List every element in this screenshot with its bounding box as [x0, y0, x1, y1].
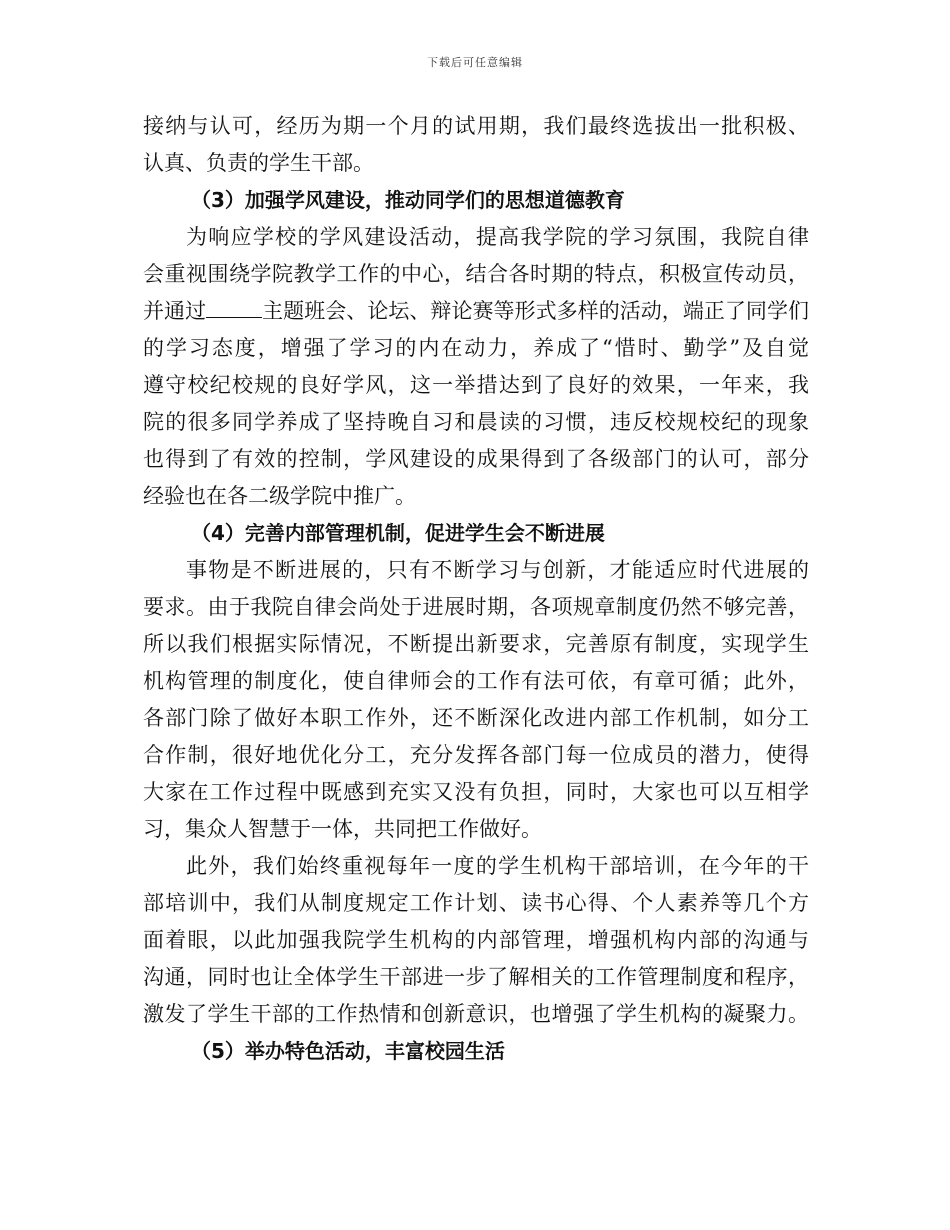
page-header: 下载后可任意编辑 [427, 56, 523, 69]
paragraph-line: 面着眼，以此加强我院学生机构的内部管理，增强机构内部的沟通与 [143, 928, 809, 952]
paragraph-line: 激发了学生干部的工作热情和创新意识，也增强了学生机构的凝聚力。 [143, 1002, 809, 1026]
paragraph-line: 的学习态度，增强了学习的内在动力，养成了“惜时、勤学”及自觉 [143, 336, 809, 360]
paragraph-line-end: 主题班会、论坛、辩论赛等形式多样的活动，端正了同学们 [262, 299, 810, 323]
paragraph-line: 经验也在各二级学院中推广。 [143, 484, 416, 508]
paragraph-line: 机构管理的制度化，使自律师会的工作有法可依，有章可循；此外， [143, 669, 809, 693]
section-heading-3: （3）加强学风建设，推动同学们的思想道德教育 [191, 188, 625, 212]
paragraph-line: 会重视围绕学院教学工作的中心，结合各时期的特点，积极宣传动员， [143, 262, 809, 286]
paragraph-line: 所以我们根据实际情况，不断提出新要求，完善原有制度，实现学生 [143, 632, 809, 656]
paragraph-line: 大家在工作过程中既感到充实又没有负担，同时，大家也可以互相学 [143, 780, 809, 804]
fill-in-blank [206, 295, 262, 318]
paragraph-line: 院的很多同学养成了坚持晚自习和晨读的习惯，违反校规校纪的现象 [143, 410, 809, 434]
paragraph-line: 部培训中，我们从制度规定工作计划、读书心得、个人素养等几个方 [143, 891, 809, 915]
paragraph-line: 此外，我们始终重视每年一度的学生机构干部培训，在今年的干 [186, 854, 809, 878]
paragraph-line: 认真、负责的学生干部。 [143, 151, 374, 175]
paragraph-line-start: 并通过 [143, 299, 207, 323]
paragraph-line: 各部门除了做好本职工作外，还不断深化改进内部工作机制，如分工 [143, 706, 809, 730]
document-body [143, 108, 809, 1070]
paragraph-line-with-blank [143, 293, 809, 330]
paragraph-line: 事物是不断进展的，只有不断学习与创新，才能适应时代进展的 [186, 558, 809, 582]
section-heading-4: （4）完善内部管理机制，促进学生会不断进展 [191, 521, 605, 545]
paragraph-line: 要求。由于我院自律会尚处于进展时期，各项规章制度仍然不够完善， [143, 595, 809, 619]
paragraph-line: 合作制，很好地优化分工，充分发挥各部门每一位成员的潜力，使得 [143, 743, 809, 767]
paragraph-line: 遵守校纪校规的良好学风，这一举措达到了良好的效果，一年来，我 [143, 373, 809, 397]
paragraph-line: 为响应学校的学风建设活动，提高我学院的学习氛围，我院自律 [186, 225, 809, 249]
paragraph-line: 也得到了有效的控制，学风建设的成果得到了各级部门的认可，部分 [143, 447, 809, 471]
paragraph-line: 接纳与认可，经历为期一个月的试用期，我们最终选拔出一批积极、 [143, 114, 809, 138]
paragraph-line: 沟通，同时也让全体学生干部进一步了解相关的工作管理制度和程序， [143, 965, 809, 989]
paragraph-line: 习，集众人智慧于一体，共同把工作做好。 [143, 817, 542, 841]
section-heading-5: （5）举办特色活动，丰富校园生活 [191, 1039, 505, 1063]
